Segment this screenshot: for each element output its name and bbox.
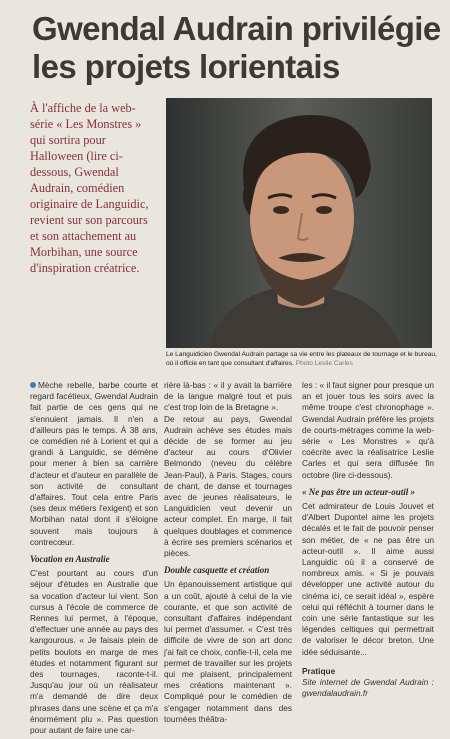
article-column-2 <box>164 380 292 725</box>
article-column-1 <box>30 380 158 736</box>
col1-paragraph-2: C'est pourtant au cours d'un séjour d'études en Australie que sa vocation d'acteur lui vient. Son cursus à l'école de commerce de Rennes lui permet, à l'époque, d'effectuer une année au pays des kangourous. « Je faisais plein de petits boulots en marge de mes études et notamment figurant sur des tournages, raconte-t-il. Jusqu'au jour où un réalisateur m'a demandé de dire deux phrases dans une scène et ça m'a énormément plu ». Pas question pour autant de faire une car- <box>30 568 158 736</box>
caption-text: Le Languidicien Gwendal Audrain partage sa vie entre les plateaux de tournage et le bureau, où il officie en tant que consultant d'affaires. <box>166 351 437 367</box>
bullet-icon <box>30 382 36 388</box>
article-column-3 <box>302 380 434 699</box>
pratique-text: Site internet de Gwendal Audrain : gwendalaudrain.fr <box>302 677 434 699</box>
col3-paragraph-2: Cet admirateur de Louis Jouvet et d'Albert Dupontel aime les projets décalés et le fait de pouvoir penser son métier, de « ne pas être un acteur-outil ». Il aime aussi Languidic où il a conservé de nombreux amis. « Si je pouvais développer une activité autour du cinéma ici, ce serait idéal », espère celui qui réfléchit à tourner dans le coin une série fantastique sur les légendes celtiques qui permettrait de valoriser le décor breton. Une idée séduisante... <box>302 501 434 657</box>
col2-paragraph-1: rière là-bas : « il y avait la barrière de la langue malgré tout et puis c'est trop loin de la Bretagne ». <box>164 380 292 413</box>
intro-text: À l'affiche de la web-série « Les Monstres » qui sortira pour Halloween (lire ci-dessous, Gwendal Audrain, comédien originaire de Languidic, revient sur son parcours et son attachement au Morbihan, une source d'inspiration créatrice. <box>30 101 149 275</box>
portrait-illustration <box>166 98 432 348</box>
col1-p1-text: Mèche rebelle, barbe courte et regard facétieux, Gwendal Audrain fait partie de ces gens qui ne s'ennuient jamais. Il n'en a d'ailleurs pas le temps. À 38 ans, ce comédien né à Lorient et qui a grandi à Languidic, se démène pour mener à bien sa carrière d'acteur et d'auteur en parallèle de son activité de consultant d'affaires. Tout cela entre Paris (ses deux métiers l'exigent) et son Morbihan natal dont il s'éloigne souvent mais toujours à contrecœur. <box>30 380 158 547</box>
headline: Gwendal Audrain privilégie les projets lorientais <box>32 10 441 85</box>
pratique-label: Pratique <box>302 665 336 676</box>
col2-paragraph-2: De retour au pays, Gwendal Audrain achève ses études mais décide de se former au jeu d'acteur au cours d'Olivier Belmondo (neveu du célèbre Jean-Paul), à Paris. Stages, cours de chant, de danse et tournages avec de jeunes réalisateurs, le Languidicien veut devenir un acteur complet. En marge, il fait quelques doublages et commence à écrire ses premiers scénarios et pièces. <box>164 413 292 559</box>
portrait-photo <box>166 98 432 348</box>
photo-credit: Photo Leslie Carles <box>295 360 353 367</box>
subheading-vocation: Vocation en Australie <box>30 554 110 565</box>
photo-caption <box>166 350 438 368</box>
subheading-acteur-outil: « Ne pas être un acteur-outil » <box>302 486 416 497</box>
col2-paragraph-3: Un épanouissement artistique qui a un coût, ajouté à celui de la vie courante, et que son activité de consultant d'affaires indépendant lui permet d'assumer. « C'est très difficile de vivre de son art donc j'ai fait ce choix, confie-t-il, cela me permet de travailler sur les projets qui me plaisent, principalement mes créations maintenant ». Compliqué pour le comédien de s'engager notamment dans des tournées théâtra- <box>164 579 292 724</box>
col3-paragraph-1: les : « il faut signer pour presque un an et jouer tous les soirs avec la même troupe c'est chronophage ». Gwendal Audrain préfère les projets de courts-métrages comme la web-série « Les Monstres » qu'à coécrite avec la réalisatrice Leslie Carles et qui sera diffusée fin octobre (lire ci-dessous). <box>302 380 434 480</box>
subheading-double-casquette: Double casquette et création <box>164 565 270 576</box>
col1-paragraph-1 <box>30 380 158 548</box>
